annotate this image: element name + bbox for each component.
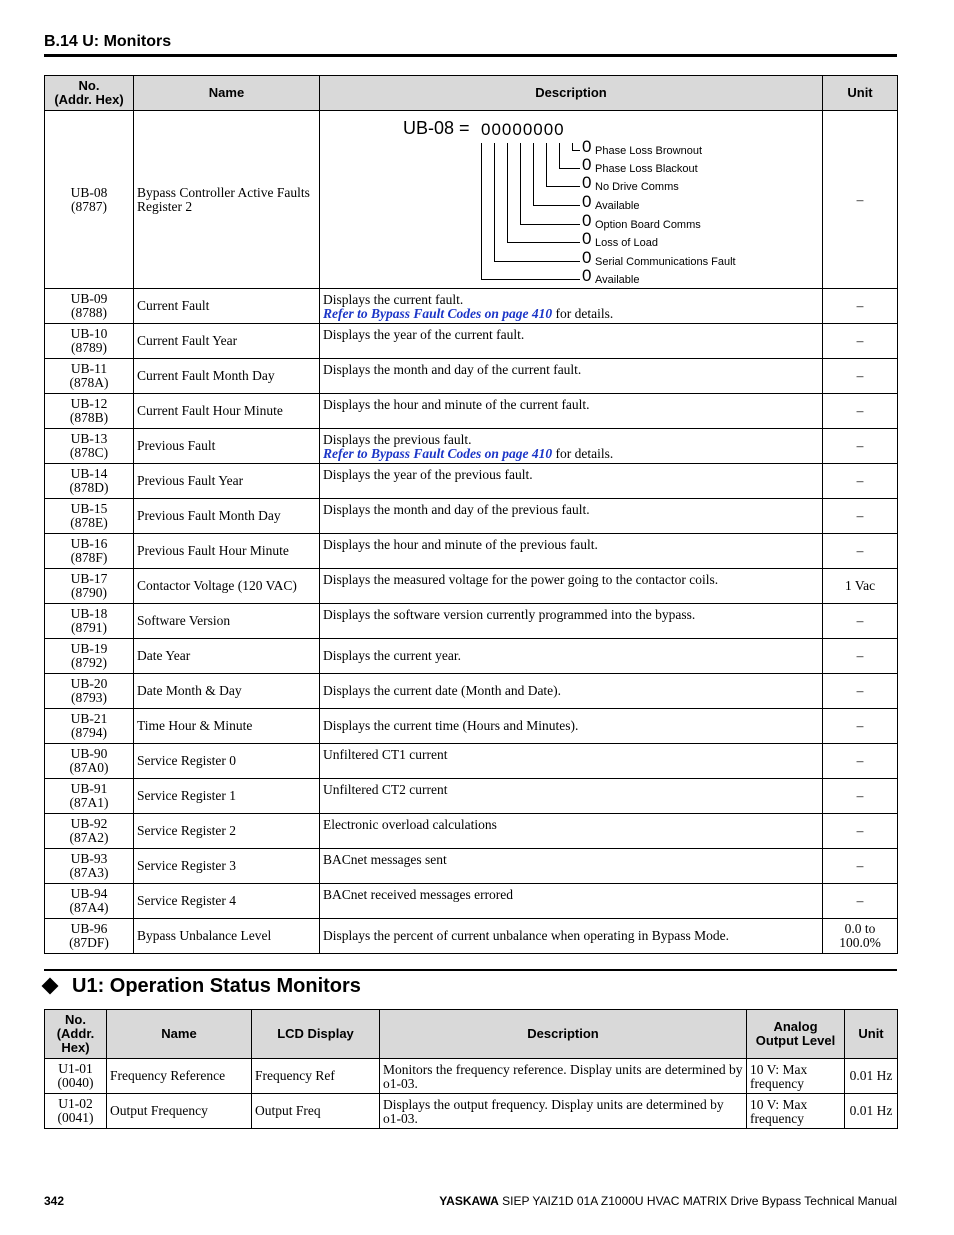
diamond-bullet-icon [42, 978, 59, 995]
row-unit: – [823, 709, 898, 744]
bit-connector-line [533, 205, 580, 206]
row-name: Previous Fault Month Day [134, 499, 320, 534]
row-description [320, 849, 823, 884]
row-no: UB-18 (8791) [45, 604, 134, 639]
row-no: UB-92 (87A2) [45, 814, 134, 849]
bit-label: Available [595, 200, 640, 212]
row-description [320, 639, 823, 674]
row-description [320, 499, 823, 534]
table-row [45, 814, 898, 849]
u1-section-title: U1: Operation Status Monitors [72, 975, 361, 997]
bit-label: No Drive Comms [595, 181, 679, 193]
row-desc-text: Displays the current fault. [323, 292, 464, 307]
row-no: UB-96 (87DF) [45, 919, 134, 954]
row-unit: – [823, 359, 898, 394]
row-name: Current Fault [134, 289, 320, 324]
row-description [320, 709, 823, 744]
bit-connector-line [507, 143, 508, 242]
bit-label: Serial Communications Fault [595, 256, 736, 268]
table-row [45, 499, 898, 534]
bit-label: Loss of Load [595, 237, 658, 249]
bit-connector-line [533, 143, 534, 205]
row-desc-text: Unfiltered CT2 current [323, 782, 448, 797]
row-name: Current Fault Year [134, 324, 320, 359]
row-description: Monitors the frequency reference. Display units are determined by o1-03. [380, 1059, 747, 1094]
u1-table [44, 1009, 898, 1129]
row-no: UB-09 (8788) [45, 289, 134, 324]
row-unit: – [823, 289, 898, 324]
table-row [45, 464, 898, 499]
row-unit: 0.01 Hz [845, 1059, 898, 1094]
row-unit: – [823, 744, 898, 779]
row-no: UB-91 (87A1) [45, 779, 134, 814]
bit-connector-line [559, 168, 580, 169]
row-unit: – [823, 884, 898, 919]
row-name: Previous Fault Hour Minute [134, 534, 320, 569]
bit-diagram-cell [320, 111, 823, 289]
row-description: Displays the output frequency. Display units are determined by o1-03. [380, 1094, 747, 1129]
table-row [45, 569, 898, 604]
row-name: Previous Fault [134, 429, 320, 464]
document-name: SIEP YAIZ1D 01A Z1000U HVAC MATRIX Drive Bypass Technical Manual [498, 1194, 897, 1208]
row-no: UB-16 (878F) [45, 534, 134, 569]
row-name: Time Hour & Minute [134, 709, 320, 744]
row-no: UB-08 (8787) [45, 111, 134, 289]
row-desc-text: Displays the month and day of the current fault. [323, 362, 582, 377]
header-lcd: LCD Display [252, 1010, 380, 1059]
row-unit: – [823, 674, 898, 709]
row-description [320, 464, 823, 499]
row-description [320, 569, 823, 604]
bit-connector-line [572, 143, 573, 150]
row-name: Bypass Unbalance Level [134, 919, 320, 954]
row-desc-suffix: for details. [552, 306, 614, 321]
bit-connector-line [494, 261, 580, 262]
header-no: No. (Addr. Hex) [45, 76, 134, 111]
row-desc-text: BACnet messages sent [323, 852, 447, 867]
footer-document-title [439, 1194, 897, 1208]
row-description [320, 919, 823, 954]
row-name: Service Register 0 [134, 744, 320, 779]
row-name: Service Register 3 [134, 849, 320, 884]
row-desc-text: Displays the year of the previous fault. [323, 467, 533, 482]
row-desc-text: BACnet received messages errored [323, 887, 514, 902]
row-desc-text: Displays the previous fault. [323, 432, 472, 447]
row-desc-text: Displays the current time (Hours and Minutes). [323, 718, 579, 733]
row-unit: – [823, 779, 898, 814]
row-no: UB-90 (87A0) [45, 744, 134, 779]
table-row [45, 429, 898, 464]
row-unit: – [823, 394, 898, 429]
header-unit: Unit [845, 1010, 898, 1059]
row-description [320, 674, 823, 709]
row-name: Service Register 2 [134, 814, 320, 849]
header-description: Description [380, 1010, 747, 1059]
u1-rule [44, 969, 897, 971]
bit-digit: 0 [582, 248, 592, 267]
bit-diagram [320, 111, 820, 287]
diagram-digits: 00000000 [481, 120, 565, 139]
row-unit: – [823, 604, 898, 639]
section-header: B.14 U: Monitors [44, 33, 172, 50]
row-description [320, 289, 823, 324]
table-row [45, 919, 898, 954]
header-name: Name [107, 1010, 252, 1059]
bit-label: Phase Loss Brownout [595, 145, 703, 157]
row-name: Output Frequency [107, 1094, 252, 1129]
row-name: Bypass Controller Active Faults Register 2 [134, 111, 320, 289]
table-row [45, 1059, 898, 1094]
row-analog: 10 V: Max frequency [747, 1059, 845, 1094]
row-unit: – [823, 499, 898, 534]
bit-label: Phase Loss Blackout [595, 163, 698, 175]
bit-connector-line [494, 143, 495, 261]
row-desc-text: Displays the measured voltage for the power going to the contactor coils. [323, 572, 719, 587]
row-desc-text: Electronic overload calculations [323, 817, 497, 832]
bit-connector-line [520, 143, 521, 224]
row-description [320, 359, 823, 394]
row-desc-text: Displays the software version currently programmed into the bypass. [323, 607, 696, 622]
row-lcd: Frequency Ref [252, 1059, 380, 1094]
row-desc-text: Displays the hour and minute of the previous fault. [323, 537, 598, 552]
row-desc-text: Displays the percent of current unbalance when operating in Bypass Mode. [323, 928, 730, 943]
table-row [45, 1094, 898, 1129]
row-no: UB-17 (8790) [45, 569, 134, 604]
table-row [45, 709, 898, 744]
table-row [45, 639, 898, 674]
row-description [320, 884, 823, 919]
bit-digit: 0 [582, 155, 592, 174]
bit-connector-line [481, 279, 580, 280]
row-description [320, 534, 823, 569]
row-name: Current Fault Hour Minute [134, 394, 320, 429]
bit-connector-line [507, 242, 580, 243]
row-description [320, 429, 823, 464]
bit-connector-line [559, 143, 560, 168]
header-no: No. (Addr. Hex) [45, 1010, 107, 1059]
row-no: UB-15 (878E) [45, 499, 134, 534]
row-desc-suffix: for details. [552, 446, 614, 461]
row-desc-text: Displays the year of the current fault. [323, 327, 525, 342]
row-name: Previous Fault Year [134, 464, 320, 499]
bit-digit: 0 [582, 173, 592, 192]
bit-digit: 0 [582, 266, 592, 285]
row-unit: – [823, 464, 898, 499]
row-no: UB-14 (878D) [45, 464, 134, 499]
row-unit: – [823, 324, 898, 359]
row-no: UB-21 (8794) [45, 709, 134, 744]
table-row [45, 849, 898, 884]
table-row [45, 779, 898, 814]
row-unit: – [823, 111, 898, 289]
page-number: 342 [44, 1194, 65, 1208]
row-name: Date Year [134, 639, 320, 674]
table-row [45, 359, 898, 394]
row-description [320, 324, 823, 359]
table-row [45, 289, 898, 324]
row-no: UB-19 (8792) [45, 639, 134, 674]
bit-connector-line [546, 186, 580, 187]
row-name: Service Register 4 [134, 884, 320, 919]
bit-label: Available [595, 274, 640, 286]
row-desc-text: Displays the month and day of the previous fault. [323, 502, 590, 517]
monitors-table [44, 75, 898, 954]
table-row [45, 324, 898, 359]
row-name: Contactor Voltage (120 VAC) [134, 569, 320, 604]
table-row [45, 111, 898, 289]
row-description [320, 604, 823, 639]
bit-digit: 0 [582, 192, 592, 211]
bit-digit: 0 [582, 211, 592, 230]
bit-connector-line [546, 143, 547, 186]
row-desc-text: Unfiltered CT1 current [323, 747, 448, 762]
row-name: Frequency Reference [107, 1059, 252, 1094]
header-description: Description [320, 76, 823, 111]
table-row [45, 884, 898, 919]
row-no: U1-02 (0041) [45, 1094, 107, 1129]
row-no: UB-10 (8789) [45, 324, 134, 359]
row-unit: 0.0 to 100.0% [823, 919, 898, 954]
brand-name: YASKAWA [439, 1194, 499, 1208]
row-unit: – [823, 639, 898, 674]
bit-connector-line [481, 143, 482, 279]
row-no: UB-12 (878B) [45, 394, 134, 429]
table-row [45, 534, 898, 569]
row-analog: 10 V: Max frequency [747, 1094, 845, 1129]
row-unit: – [823, 814, 898, 849]
row-unit: 0.01 Hz [845, 1094, 898, 1129]
bit-connector-line [572, 150, 580, 151]
table-row [45, 744, 898, 779]
table-row [45, 674, 898, 709]
row-no: UB-11 (878A) [45, 359, 134, 394]
row-no: UB-93 (87A3) [45, 849, 134, 884]
row-no: UB-13 (878C) [45, 429, 134, 464]
bit-connector-line [520, 224, 580, 225]
fault-codes-link[interactable]: Refer to Bypass Fault Codes on page 410 [323, 446, 553, 461]
row-lcd: Output Freq [252, 1094, 380, 1129]
row-unit: 1 Vac [823, 569, 898, 604]
bit-digit: 0 [582, 137, 592, 156]
row-name: Current Fault Month Day [134, 359, 320, 394]
fault-codes-link[interactable]: Refer to Bypass Fault Codes on page 410 [323, 306, 553, 321]
row-unit: – [823, 849, 898, 884]
row-description [320, 814, 823, 849]
header-name: Name [134, 76, 320, 111]
row-no: UB-20 (8793) [45, 674, 134, 709]
table-row [45, 394, 898, 429]
header-unit: Unit [823, 76, 898, 111]
row-description [320, 779, 823, 814]
row-description [320, 394, 823, 429]
row-name: Date Month & Day [134, 674, 320, 709]
section-rule [44, 54, 897, 57]
row-desc-text: Displays the current date (Month and Date). [323, 683, 562, 698]
row-desc-text: Displays the hour and minute of the current fault. [323, 397, 590, 412]
row-desc-text: Displays the current year. [323, 648, 461, 663]
table-row [45, 604, 898, 639]
header-analog: Analog Output Level [747, 1010, 845, 1059]
row-unit: – [823, 534, 898, 569]
bit-label: Option Board Comms [595, 219, 701, 231]
row-name: Software Version [134, 604, 320, 639]
row-no: U1-01 (0040) [45, 1059, 107, 1094]
row-no: UB-94 (87A4) [45, 884, 134, 919]
diagram-label: UB-08 = [403, 118, 470, 138]
row-unit: – [823, 429, 898, 464]
row-description [320, 744, 823, 779]
row-name: Service Register 1 [134, 779, 320, 814]
bit-digit: 0 [582, 229, 592, 248]
